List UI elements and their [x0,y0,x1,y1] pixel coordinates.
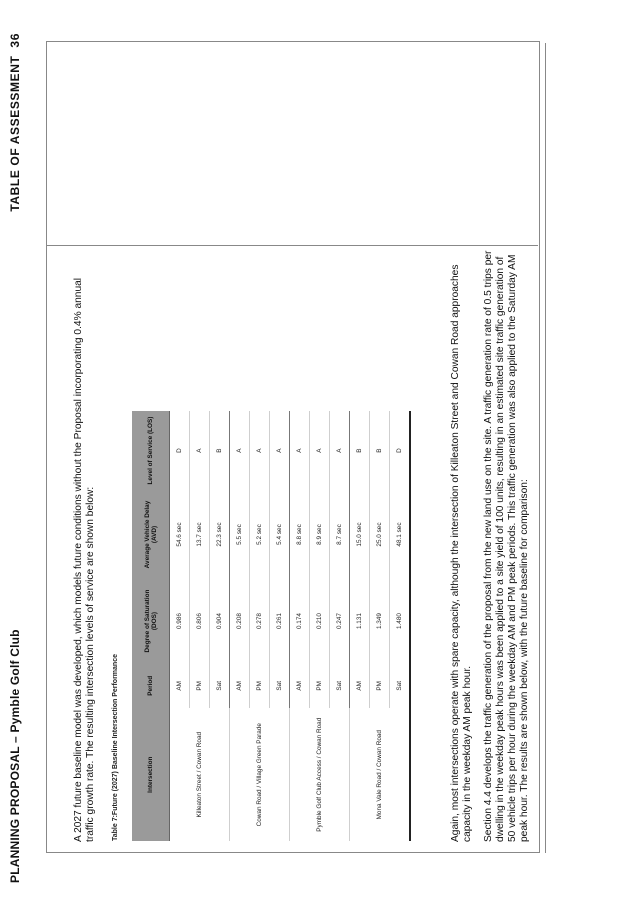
dos-cell: 0.210 [310,579,330,663]
table-caption: Table 7:Future (2027) Baseline Intersection Performance [112,654,119,841]
period-cell: Sat [390,663,411,708]
dos-cell: 0.208 [230,579,250,663]
period-cell: Sat [330,663,350,708]
col-avd: Average Vehicle Delay (AVD) [132,490,170,579]
period-cell: Sat [270,663,290,708]
col-los: Level of Service (LOS) [132,411,170,490]
dos-cell: 0.806 [190,579,210,663]
intersection-cell: Cowan Road / Village Green Parade [230,708,290,841]
dos-cell: 1.480 [390,579,411,663]
table-row [170,411,190,841]
col-dos: Degree of Saturation (DOS) [132,579,170,663]
los-cell: A [330,411,350,490]
los-cell: A [290,411,310,490]
los-cell: B [370,411,390,490]
los-cell: D [390,411,411,490]
los-cell: A [250,411,270,490]
intro-paragraph: A 2027 future baseline model was developed, which models future conditions without the Proposal incorporating 0.4% annual traffic growth rate. The resulting intersection levels of service are shown below: [73,277,96,842]
avd-cell: 8.9 sec [310,490,330,579]
period-cell: PM [190,663,210,708]
traffic-generation-paragraph: Section 4.4 develops the traffic generation of the proposal from the new land use on the site. A traffic generation rate of 0.5 trips per dwelling in the weekday peak hours was been applied to a site yield of 100 units, resulting in an estimated site traffic generation of 50 vehicle trips per hour during the weekday AM and PM peak periods. This traffic generation was also applied to the Saturday AM peak hour. The results are shown below, with the future baseline for comparison: [483,250,530,842]
period-cell: AM [350,663,370,708]
table-row [350,411,370,841]
dos-cell: 1.349 [370,579,390,663]
intersection-performance-table [132,411,411,841]
col-period: Period [132,663,170,708]
avd-cell: 13.7 sec [190,490,210,579]
intersection-cell: Pymble Golf Club Access / Cowan Road [290,708,350,841]
dos-cell: 0.986 [170,579,190,663]
intersection-cell: Killeaton Street / Cowan Road [170,708,230,841]
los-cell: A [310,411,330,490]
capacity-paragraph: Again, most intersections operate with spare capacity, although the intersection of Killeaton Street and Cowan Road approaches capacity in the weekday AM peak hour. [450,264,473,842]
avd-cell: 15.0 sec [350,490,370,579]
avd-cell: 5.2 sec [250,490,270,579]
dos-cell: 1.131 [350,579,370,663]
avd-cell: 54.6 sec [170,490,190,579]
section-title [8,33,22,212]
los-cell: D [170,411,190,490]
period-cell: AM [290,663,310,708]
period-cell: PM [310,663,330,708]
column-divider [46,245,538,246]
avd-cell: 22.3 sec [210,490,230,579]
avd-cell: 8.7 sec [330,490,350,579]
dos-cell: 0.247 [330,579,350,663]
period-cell: Sat [210,663,230,708]
los-cell: B [350,411,370,490]
dos-cell: 0.904 [210,579,230,663]
los-cell: A [270,411,290,490]
period-cell: PM [370,663,390,708]
avd-cell: 25.0 sec [370,490,390,579]
period-cell: AM [170,663,190,708]
table-header-row [132,411,170,841]
avd-cell: 48.1 sec [390,490,411,579]
period-cell: AM [230,663,250,708]
col-intersection: Intersection [132,708,170,841]
dos-cell: 0.278 [250,579,270,663]
los-cell: B [210,411,230,490]
document-title: PLANNING PROPOSAL – Pymble Golf Club [8,629,22,883]
los-cell: A [190,411,210,490]
page-number: 36 [8,33,22,48]
avd-cell: 5.5 sec [230,490,250,579]
table-row [290,411,310,841]
intersection-cell: Mona Vale Road / Cowan Road [350,708,411,841]
dos-cell: 0.174 [290,579,310,663]
table-row [230,411,250,841]
period-cell: PM [250,663,270,708]
section-title-text: TABLE OF ASSESSMENT [8,55,22,212]
avd-cell: 5.4 sec [270,490,290,579]
los-cell: A [230,411,250,490]
footer-rule [545,43,546,853]
avd-cell: 8.8 sec [290,490,310,579]
dos-cell: 0.261 [270,579,290,663]
